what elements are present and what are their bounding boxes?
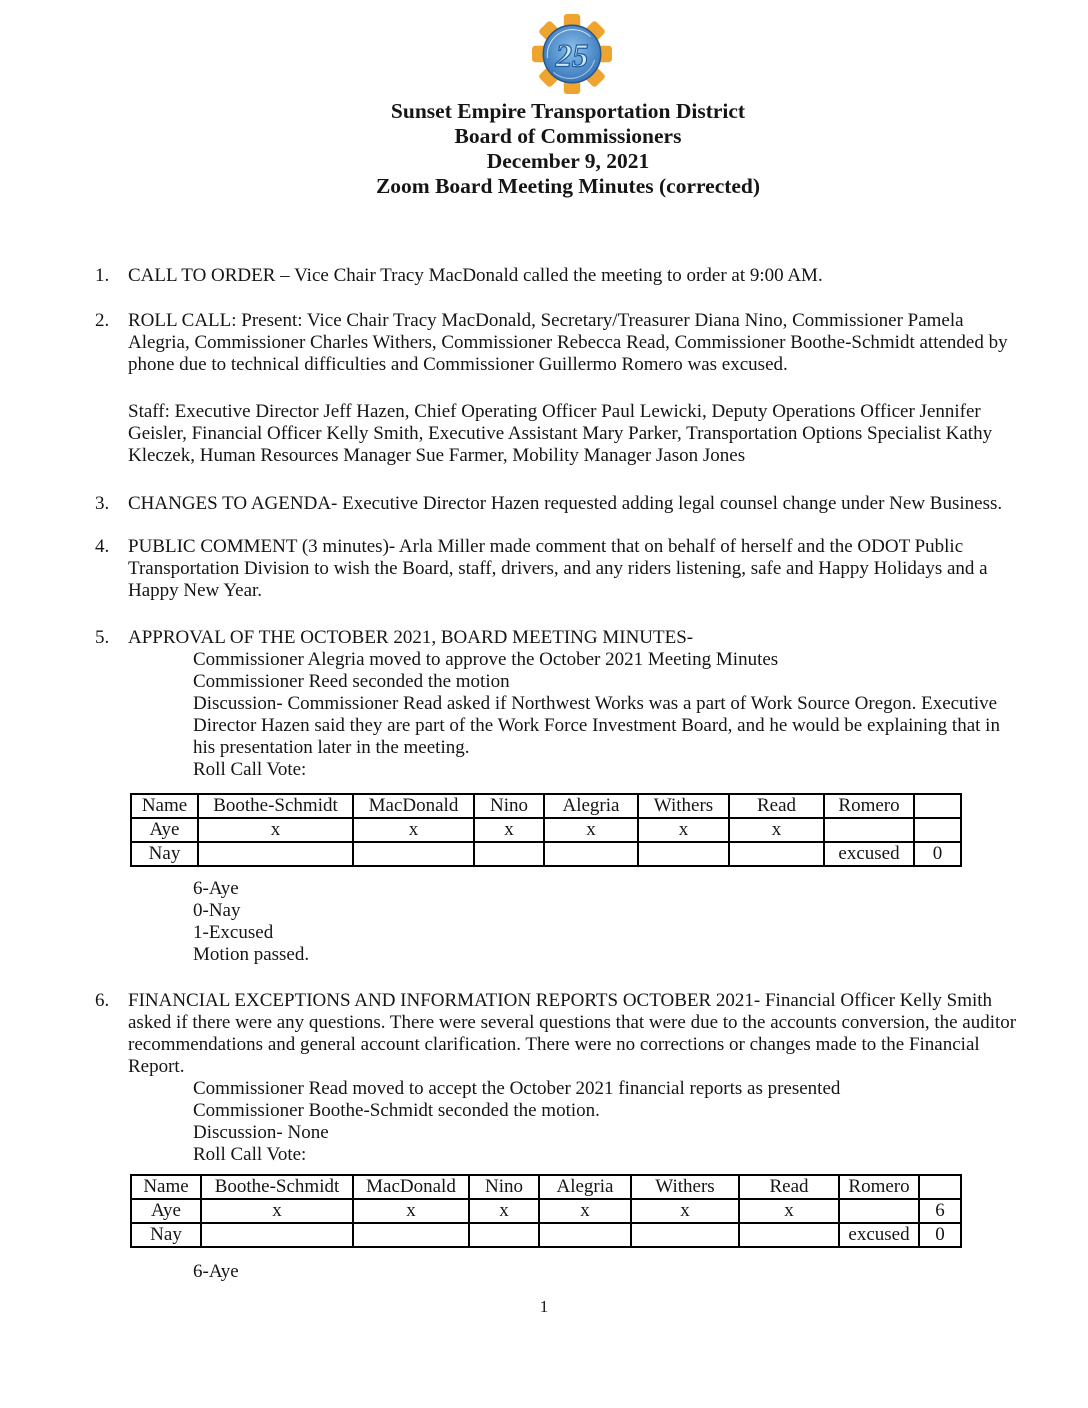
table-header-row [131, 1175, 961, 1199]
vote-cell: 0 [914, 842, 961, 866]
item-number: 1. [95, 265, 110, 286]
document-subtitle: Zoom Board Meeting Minutes (corrected) [375, 174, 761, 198]
table-row-nay [131, 1223, 961, 1247]
table-row-aye [131, 818, 961, 842]
vote-cell [544, 842, 638, 866]
vote-cell: Nay [131, 842, 198, 866]
vote-cell: excused [839, 1223, 919, 1247]
header-cell: Name [131, 794, 198, 818]
roll-call-vote-table-financials [130, 1174, 962, 1248]
header-cell: Boothe-Schmidt [198, 794, 353, 818]
result-line: 0-Nay [193, 900, 241, 921]
item-number: 5. [95, 627, 110, 648]
vote-cell: excused [824, 842, 914, 866]
vote-cell: x [353, 818, 474, 842]
anniversary-gear-logo-icon [531, 13, 613, 95]
org-name: Sunset Empire Transportation District [390, 99, 746, 123]
item-text: CALL TO ORDER – Vice Chair Tracy MacDonald called the meeting to order at 9:00 AM. [128, 265, 823, 286]
vote-cell [469, 1223, 539, 1247]
header-cell: Withers [638, 794, 729, 818]
item-text: ROLL CALL: Present: Vice Chair Tracy MacDonald, Secretary/Treasurer Diana Nino, Commissioner Pamela Alegria, Commissioner Charles Withers, Commissioner Rebecca Read, Commissioner Boothe-Schmidt attended by phone due to technical difficulties and Commissioner Guillermo Romero was excused. [128, 310, 1008, 375]
vote-cell: x [353, 1199, 469, 1223]
header-cell: Romero [839, 1175, 919, 1199]
vote-cell [539, 1223, 631, 1247]
agenda-item-public-comment [95, 536, 1025, 602]
vote-cell: Nay [131, 1223, 201, 1247]
logo-container [107, 0, 1037, 95]
table-row-aye [131, 1199, 961, 1223]
vote-cell: x [201, 1199, 353, 1223]
item-number: 3. [95, 493, 110, 514]
agenda-item-call-to-order [95, 265, 1025, 287]
discussion-line: Discussion- Commissioner Read asked if Northwest Works was a part of Work Source Oregon. Executive Director Hazen said they are part of the Work Force Investment Board, and he would be explaining that in his presentation later in the meeting. [193, 693, 1000, 758]
result-line: Motion passed. [193, 944, 310, 965]
header-cell [919, 1175, 961, 1199]
header-cell: Name [131, 1175, 201, 1199]
header-cell [914, 794, 961, 818]
vote-cell [353, 1223, 469, 1247]
vote-cell: x [474, 818, 544, 842]
table-header-row [131, 794, 961, 818]
header-cell: Boothe-Schmidt [201, 1175, 353, 1199]
item-text: PUBLIC COMMENT (3 minutes)- Arla Miller made comment that on behalf of herself and the ODOT Public Transportation Division to wish the Board, staff, drivers, and any riders listening, safe and Happy Holidays and a Happy New Year. [128, 536, 988, 601]
vote-cell: x [729, 818, 824, 842]
header-cell: Nino [469, 1175, 539, 1199]
vote-cell [201, 1223, 353, 1247]
vote-cell [353, 842, 474, 866]
vote-cell: x [739, 1199, 839, 1223]
vote-cell: Aye [131, 818, 198, 842]
vote-cell [198, 842, 353, 866]
header-cell: Read [729, 794, 824, 818]
logo-numeral: 25 [555, 38, 589, 75]
item-number: 4. [95, 536, 110, 557]
board-name: Board of Commissioners [454, 124, 682, 148]
vote-cell: 6 [919, 1199, 961, 1223]
vote-cell [914, 818, 961, 842]
vote-cell: x [469, 1199, 539, 1223]
second-line: Commissioner Reed seconded the motion [193, 671, 510, 692]
item-text: APPROVAL OF THE OCTOBER 2021, BOARD MEETING MINUTES- [128, 627, 694, 648]
vote-cell [729, 842, 824, 866]
header-cell: Romero [824, 794, 914, 818]
item-text: CHANGES TO AGENDA- Executive Director Hazen requested adding legal counsel change under New Business. [128, 493, 1003, 514]
second-line: Commissioner Boothe-Schmidt seconded the motion. [193, 1100, 600, 1121]
motion-line: Commissioner Read moved to accept the October 2021 financial reports as presented [193, 1078, 841, 1099]
staff-present-paragraph: Staff: Executive Director Jeff Hazen, Chief Operating Officer Paul Lewicki, Deputy Operations Officer Jennifer Geisler, Financial Officer Kelly Smith, Executive Assistant Mary Parker, Transportation Options Specialist Kathy Kleczek, Human Resources Manager Sue Farmer, Mobility Manager Jason Jones [128, 401, 993, 466]
header-cell: MacDonald [353, 794, 474, 818]
document-title-block [111, 99, 1025, 199]
vote-cell: x [631, 1199, 739, 1223]
header-cell: Alegria [544, 794, 638, 818]
vote-cell: x [544, 818, 638, 842]
vote-cell [839, 1199, 919, 1223]
discussion-line: Discussion- None [193, 1122, 329, 1143]
agenda-item-changes-to-agenda [95, 493, 1025, 515]
result-line: 1-Excused [193, 922, 274, 943]
header-cell: Read [739, 1175, 839, 1199]
header-cell: Nino [474, 794, 544, 818]
vote-cell: Aye [131, 1199, 201, 1223]
agenda-item-financial-reports [95, 990, 1025, 1078]
result-line: 6-Aye [193, 878, 239, 899]
vote-cell: x [638, 818, 729, 842]
item-number: 6. [95, 990, 110, 1011]
vote-cell [739, 1223, 839, 1247]
agenda-item-roll-call [95, 310, 1025, 467]
agenda-item-approval-of-minutes [95, 627, 1025, 649]
vote-cell: x [198, 818, 353, 842]
header-cell: Withers [631, 1175, 739, 1199]
page-number: 1 [539, 1297, 549, 1316]
vote-cell [631, 1223, 739, 1247]
item-number: 2. [95, 310, 110, 331]
header-cell: Alegria [539, 1175, 631, 1199]
roll-call-vote-label: Roll Call Vote: [193, 759, 307, 780]
roll-call-vote-table-minutes [130, 793, 962, 867]
vote-results-minutes [95, 878, 1025, 966]
vote-cell: x [539, 1199, 631, 1223]
result-line: 6-Aye [193, 1261, 239, 1282]
table-row-nay [131, 842, 961, 866]
motion-line: Commissioner Alegria moved to approve the October 2021 Meeting Minutes [193, 649, 779, 670]
vote-cell [638, 842, 729, 866]
vote-cell [824, 818, 914, 842]
vote-cell: 0 [919, 1223, 961, 1247]
header-cell: MacDonald [353, 1175, 469, 1199]
meeting-date: December 9, 2021 [486, 149, 650, 173]
item-text: FINANCIAL EXCEPTIONS AND INFORMATION REPORTS OCTOBER 2021- Financial Officer Kelly Smith asked if there were any questions. There were several questions that were due to the accounts conversion, the auditor recommendations and general account clarification. There were no corrections or changes made to the Financial Report. [128, 990, 1017, 1077]
roll-call-vote-label: Roll Call Vote: [193, 1144, 307, 1165]
vote-cell [474, 842, 544, 866]
vote-results-financials [95, 1261, 1025, 1283]
